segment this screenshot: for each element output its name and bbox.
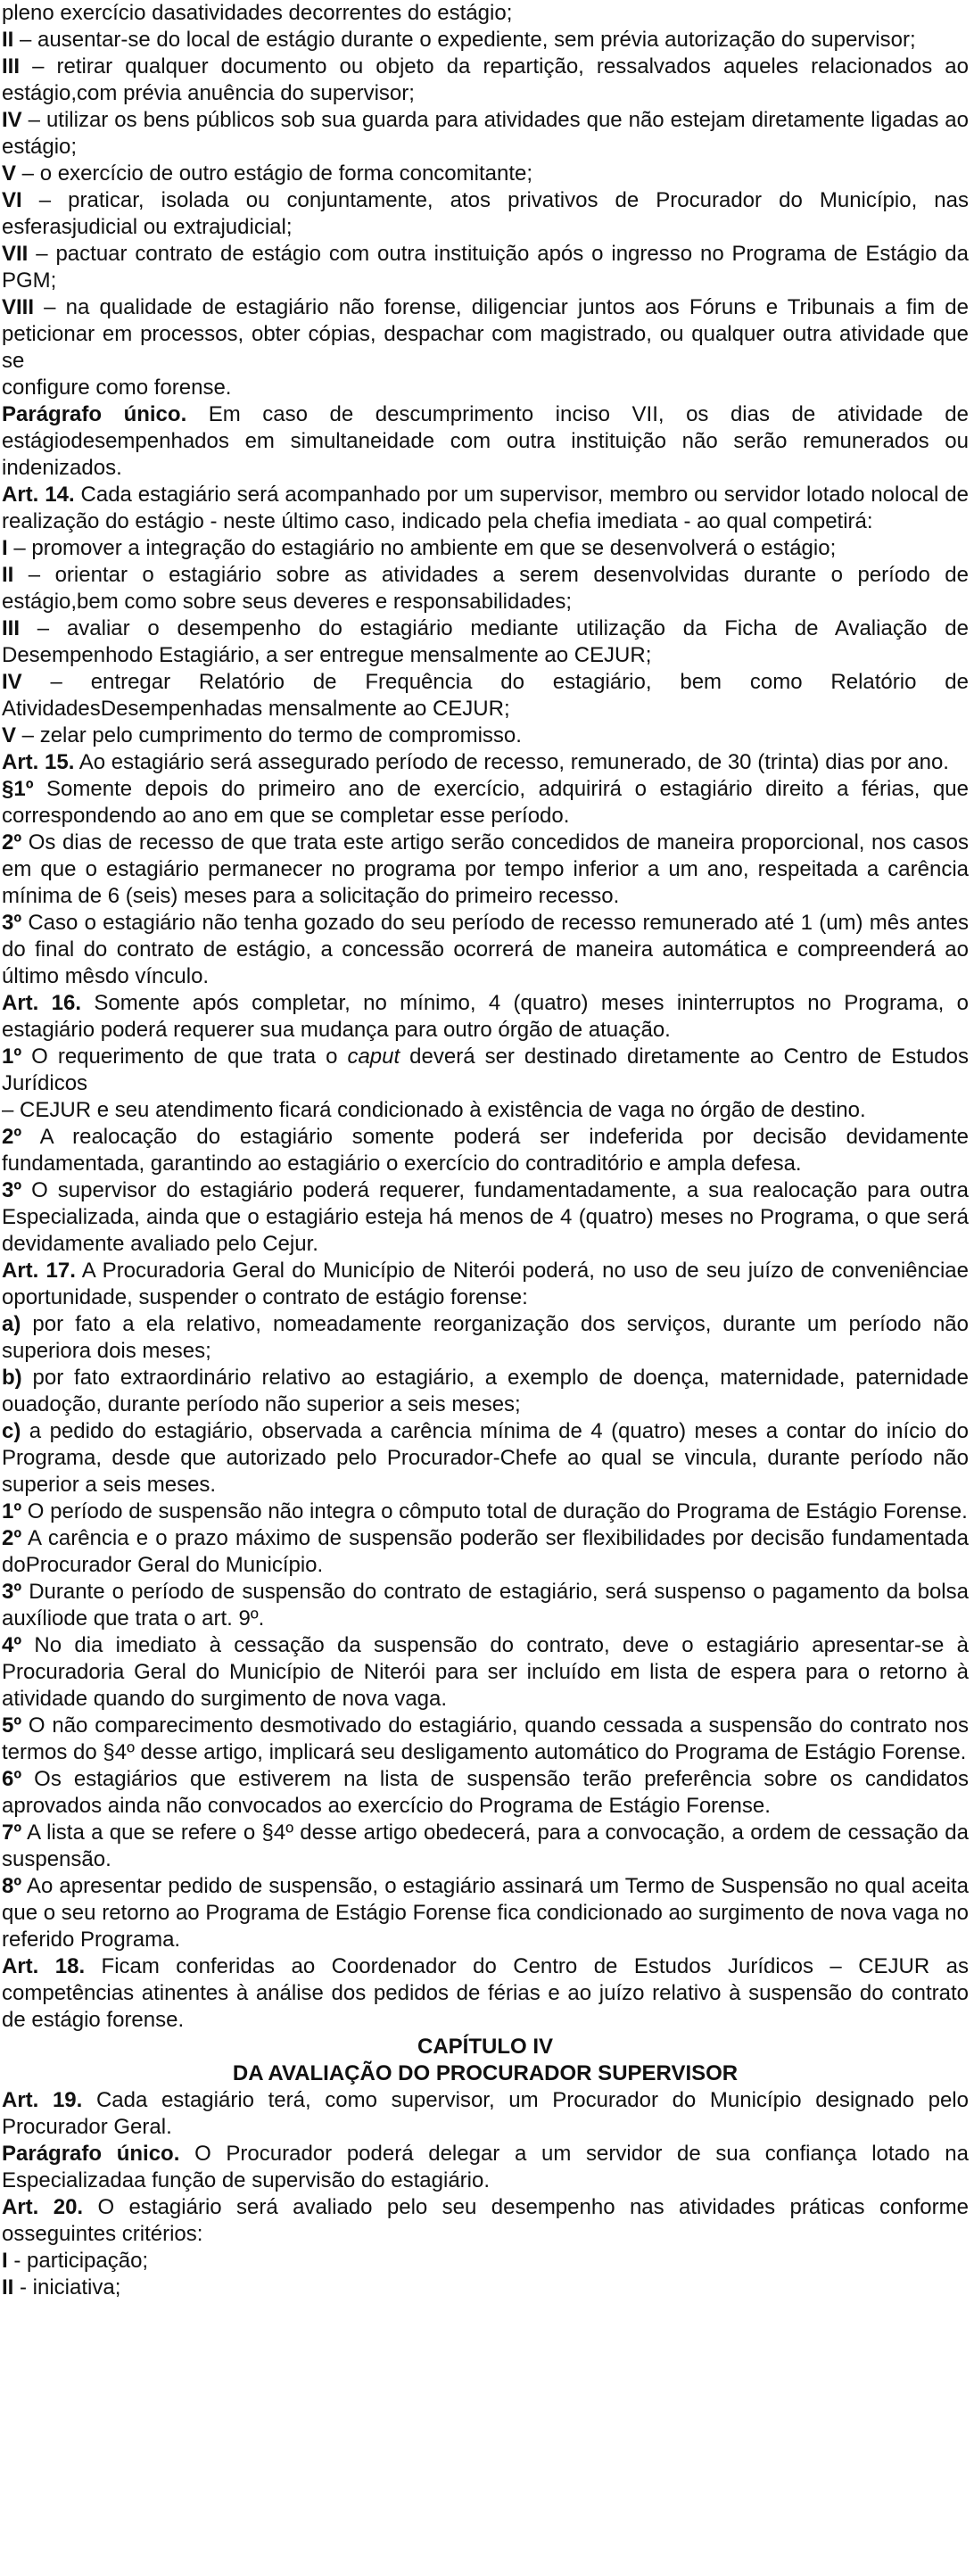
- paragraph-lead: III: [2, 616, 21, 640]
- paragraph: [2, 1097, 969, 1124]
- paragraph-text: – o exercício de outro estágio de forma concomitante;: [16, 161, 533, 186]
- paragraph-text: – orientar o estagiário sobre as atividades a serem desenvolvidas durante o período de estágio,bem como sobre seus deveres e responsabilidades;: [2, 563, 969, 614]
- paragraph: [2, 1632, 969, 1713]
- paragraph-text: por fato extraordinário relativo ao estagiário, a exemplo de doença, maternidade, paternidade ouadoção, durante período não superior a seis meses;: [2, 1366, 969, 1416]
- paragraph-lead: §1º: [2, 777, 34, 801]
- paragraph-lead: 3º: [2, 911, 22, 935]
- paragraph-text: – entregar Relatório de Frequência do estagiário, bem como Relatório de AtividadesDesempenhadas mensalmente ao CEJUR;: [2, 670, 969, 721]
- paragraph-text: a pedido do estagiário, observada a carência mínima de 4 (quatro) meses a contar do início do Programa, desde que autorizado pelo Procurador-Chefe ao qual se vincula, durante período não superior a seis meses.: [2, 1419, 969, 1497]
- paragraph-text: Somente após completar, no mínimo, 4 (quatro) meses ininterruptos no Programa, o estagiário poderá requerer sua mudança para outro órgão de atuação.: [2, 991, 969, 1042]
- paragraph-text: Em caso de descumprimento inciso VII, os dias de atividade de estágiodesempenhados em simultaneidade com outra instituição não serão remunerados ou indenizados.: [2, 402, 969, 480]
- paragraph: [2, 241, 969, 294]
- paragraph-lead: II: [2, 563, 14, 587]
- paragraph-lead: V: [2, 161, 17, 186]
- paragraph-lead: Art. 17.: [2, 1259, 76, 1283]
- paragraph-lead: I: [2, 2249, 8, 2273]
- paragraph: [2, 1525, 969, 1579]
- paragraph: [2, 107, 969, 161]
- paragraph-lead: 2º: [2, 1526, 22, 1550]
- paragraph-text: – na qualidade de estagiário não forense, diligenciar juntos aos Fóruns e Tribunais a fim de peticionar em processos, obter cópias, despachar com magistrado, ou qualquer outra atividade que se: [2, 295, 969, 373]
- paragraph-text: – ausentar-se do local de estágio durante o expediente, sem prévia autorização do supervisor;: [13, 28, 916, 52]
- paragraph-lead: 8º: [2, 1874, 22, 1898]
- paragraph: [2, 1044, 969, 1097]
- paragraph-text: O não comparecimento desmotivado do estagiário, quando cessada a suspensão do contrato nos termos do §4º desse artigo, implicará seu desligamento automático do Programa de Estágio Forense.: [2, 1713, 969, 1764]
- paragraph-lead: Art. 18.: [2, 1954, 86, 1978]
- paragraph-lead: 3º: [2, 1178, 22, 1202]
- paragraph: [2, 294, 969, 375]
- paragraph-text: - participação;: [7, 2249, 149, 2273]
- paragraph: [2, 1499, 969, 1525]
- paragraph-text: – zelar pelo cumprimento do termo de compromisso.: [16, 723, 522, 747]
- paragraph-lead: II: [2, 2275, 14, 2299]
- paragraph: [2, 27, 969, 54]
- paragraph-lead: I: [2, 536, 8, 560]
- paragraph-lead: IV: [2, 670, 22, 694]
- paragraph-text: Cada estagiário terá, como supervisor, um Procurador do Município designado pelo Procurador Geral.: [2, 2088, 969, 2139]
- paragraph: [2, 2275, 969, 2301]
- paragraph-text: O período de suspensão não integra o cômputo total de duração do Programa de Estágio Forense.: [21, 1499, 968, 1523]
- paragraph-text: O requerimento de que trata o: [21, 1044, 348, 1069]
- paragraph-tail: deverá ser destinado diretamente ao Centro de Estudos Jurídicos: [2, 1044, 969, 1095]
- paragraph-lead: VII: [2, 242, 29, 266]
- paragraph-lead: b): [2, 1366, 22, 1390]
- paragraph-text: A lista a que se refere o §4º desse artigo obedecerá, para a convocação, a ordem de cessação da suspensão.: [2, 1821, 969, 1871]
- paragraph-text: – praticar, isolada ou conjuntamente, atos privativos de Procurador do Município, nas esferasjudicial ou extrajudicial;: [2, 188, 969, 239]
- paragraph: [2, 161, 969, 187]
- paragraph-text: – utilizar os bens públicos sob sua guarda para atividades que não estejam diretamente ligadas ao estágio;: [2, 108, 969, 159]
- paragraph-lead: 7º: [2, 1821, 22, 1845]
- paragraph: [2, 2248, 969, 2275]
- paragraph: [2, 749, 969, 776]
- chapter-title: DA AVALIAÇÃO DO PROCURADOR SUPERVISOR: [232, 2061, 739, 2085]
- paragraph: [2, 1124, 969, 1177]
- paragraph-lead: IV: [2, 108, 22, 132]
- paragraph-text: Somente depois do primeiro ano de exercício, adquirirá o estagiário direito a férias, que correspondendo ao ano em que se completar esse período.: [2, 777, 969, 828]
- paragraph-lead: Art. 16.: [2, 991, 82, 1015]
- paragraph-lead: III: [2, 54, 21, 78]
- paragraph-lead: Parágrafo único.: [2, 402, 187, 426]
- paragraph: [2, 375, 969, 401]
- paragraph-lead: Parágrafo único.: [2, 2142, 180, 2166]
- paragraph: [2, 2141, 969, 2194]
- paragraph-lead: 6º: [2, 1767, 22, 1791]
- paragraph-text: A realocação do estagiário somente poderá ser indeferida por decisão devidamente fundamentada, garantindo ao estagiário o exercício do contraditório e ampla defesa.: [2, 1125, 969, 1176]
- paragraph: [2, 401, 969, 482]
- paragraph: [2, 1713, 969, 1766]
- paragraph: [2, 669, 969, 722]
- paragraph-text: – retirar qualquer documento ou objeto da repartição, ressalvados aqueles relacionados ao estágio,com prévia anuência do supervisor;: [2, 54, 969, 105]
- paragraph-lead: Art. 14.: [2, 483, 75, 507]
- paragraph-text: – CEJUR e seu atendimento ficará condicionado à existência de vaga no órgão de destino.: [2, 1098, 866, 1122]
- paragraph-lead: Art. 20.: [2, 2195, 84, 2219]
- paragraph-lead: 1º: [2, 1044, 22, 1069]
- paragraph: [2, 482, 969, 535]
- paragraph-text: por fato a ela relativo, nomeadamente reorganização dos serviços, durante um período não superiora dois meses;: [2, 1312, 969, 1363]
- paragraph: [2, 776, 969, 830]
- paragraph: [2, 1579, 969, 1632]
- paragraph-text: A Procuradoria Geral do Município de Niterói poderá, no uso de seu juízo de conveniênciae oportunidade, suspender o contrato de estágio forense:: [2, 1259, 969, 1309]
- paragraph-text: Durante o período de suspensão do contrato de estagiário, será suspenso o pagamento da bolsa auxíliode que trata o art. 9º.: [2, 1580, 969, 1631]
- paragraph-lead: V: [2, 723, 17, 747]
- paragraph-text: Cada estagiário será acompanhado por um supervisor, membro ou servidor lotado nolocal de realização do estágio - neste último caso, indicado pela chefia imediata - ao qual competirá:: [2, 483, 969, 533]
- paragraph-text: – promover a integração do estagiário no ambiente em que se desenvolverá o estágio;: [7, 536, 837, 560]
- paragraph-lead: a): [2, 1312, 21, 1336]
- paragraph-text: O estagiário será avaliado pelo seu desempenho nas atividades práticas conforme osseguintes critérios:: [2, 2195, 969, 2246]
- paragraph-lead: VIII: [2, 295, 35, 319]
- paragraph-text: O supervisor do estagiário poderá requerer, fundamentadamente, a sua realocação para outra Especializada, ainda que o estagiário esteja há menos de 4 (quatro) meses no Programa, o que será devidamente avaliado pelo Cejur.: [2, 1178, 969, 1256]
- paragraph-lead: 2º: [2, 1125, 22, 1149]
- paragraph: [2, 1766, 969, 1820]
- paragraph-text: - iniciativa;: [13, 2275, 121, 2299]
- paragraph-text: pleno exercício dasatividades decorrentes do estágio;: [2, 1, 513, 25]
- paragraph: [2, 615, 969, 669]
- paragraph-lead: 4º: [2, 1633, 22, 1657]
- paragraph: [2, 1820, 969, 1873]
- paragraph: [2, 2087, 969, 2141]
- paragraph: [2, 1873, 969, 1953]
- paragraph: [2, 1258, 969, 1311]
- paragraph: [2, 1365, 969, 1418]
- paragraph-lead: VI: [2, 188, 22, 212]
- paragraph-text: – avaliar o desempenho do estagiário mediante utilização da Ficha de Avaliação de Desempenhodo Estagiário, a ser entregue mensalmente ao CEJUR;: [2, 616, 969, 667]
- paragraph-italic: caput: [347, 1044, 400, 1069]
- paragraph-text: O Procurador poderá delegar a um servidor de sua confiança lotado na Especializadaa função de supervisão do estagiário.: [2, 2142, 969, 2192]
- paragraph-text: – pactuar contrato de estágio com outra instituição após o ingresso no Programa de Estágio da PGM;: [2, 242, 969, 293]
- chapter-number: CAPÍTULO IV: [417, 2035, 553, 2059]
- paragraph-lead: 2º: [2, 830, 22, 855]
- paragraph-text: configure como forense.: [2, 376, 232, 400]
- paragraph-lead: Art. 15.: [2, 750, 75, 774]
- paragraph-text: Ficam conferidas ao Coordenador do Centro de Estudos Jurídicos – CEJUR as competências atinentes à análise dos pedidos de férias e ao juízo relativo à suspensão do contrato de estágio forense.: [2, 1954, 969, 2032]
- paragraph: [2, 54, 969, 107]
- paragraph: [2, 562, 969, 615]
- paragraph: [2, 1177, 969, 1258]
- paragraph: [2, 1311, 969, 1365]
- paragraph-text: Os estagiários que estiverem na lista de suspensão terão preferência sobre os candidatos aprovados ainda não convocados ao exercício do Programa de Estágio Forense.: [2, 1767, 969, 1818]
- paragraph: [2, 2194, 969, 2248]
- paragraph: [2, 910, 969, 990]
- paragraph: [2, 535, 969, 562]
- paragraph: [2, 0, 969, 27]
- paragraph-lead: Art. 19.: [2, 2088, 83, 2112]
- paragraph: [2, 830, 969, 910]
- paragraph-lead: 3º: [2, 1580, 22, 1604]
- paragraph-lead: 5º: [2, 1713, 22, 1738]
- paragraph-lead: c): [2, 1419, 21, 1443]
- paragraph-lead: 1º: [2, 1499, 22, 1523]
- paragraph-text: A carência e o prazo máximo de suspensão poderão ser flexibilidades por decisão fundamentada doProcurador Geral do Município.: [2, 1526, 969, 1577]
- paragraph-lead: II: [2, 28, 14, 52]
- paragraph: [2, 722, 969, 749]
- paragraph: [2, 1418, 969, 1499]
- paragraph-text: Ao apresentar pedido de suspensão, o estagiário assinará um Termo de Suspensão no qual aceita que o seu retorno ao Programa de Estágio Forense fica condicionado ao surgimento de nova vaga no referido Programa.: [2, 1874, 969, 1952]
- paragraph-text: No dia imediato à cessação da suspensão do contrato, deve o estagiário apresentar-se à Procuradoria Geral do Município de Niterói para ser incluído em lista de espera para o retorno à atividade quando do surgimento de nova vaga.: [2, 1633, 969, 1711]
- paragraph: [2, 990, 969, 1044]
- paragraph: [2, 187, 969, 241]
- paragraph-text: Caso o estagiário não tenha gozado do seu período de recesso remunerado até 1 (um) mês antes do final do contrato de estágio, a concessão ocorrerá de maneira automática e compreenderá ao último mêsdo vínculo.: [2, 911, 969, 988]
- paragraph-text: Ao estagiário será assegurado período de recesso, remunerado, de 30 (trinta) dias por ano.: [74, 750, 949, 774]
- paragraph: [2, 1953, 969, 2034]
- paragraph-text: Os dias de recesso de que trata este artigo serão concedidos de maneira proporcional, nos casos em que o estagiário permanecer no programa por tempo inferior a um ano, respeitada a carência mínima de 6 (seis) meses para a solicitação do primeiro recesso.: [2, 830, 969, 908]
